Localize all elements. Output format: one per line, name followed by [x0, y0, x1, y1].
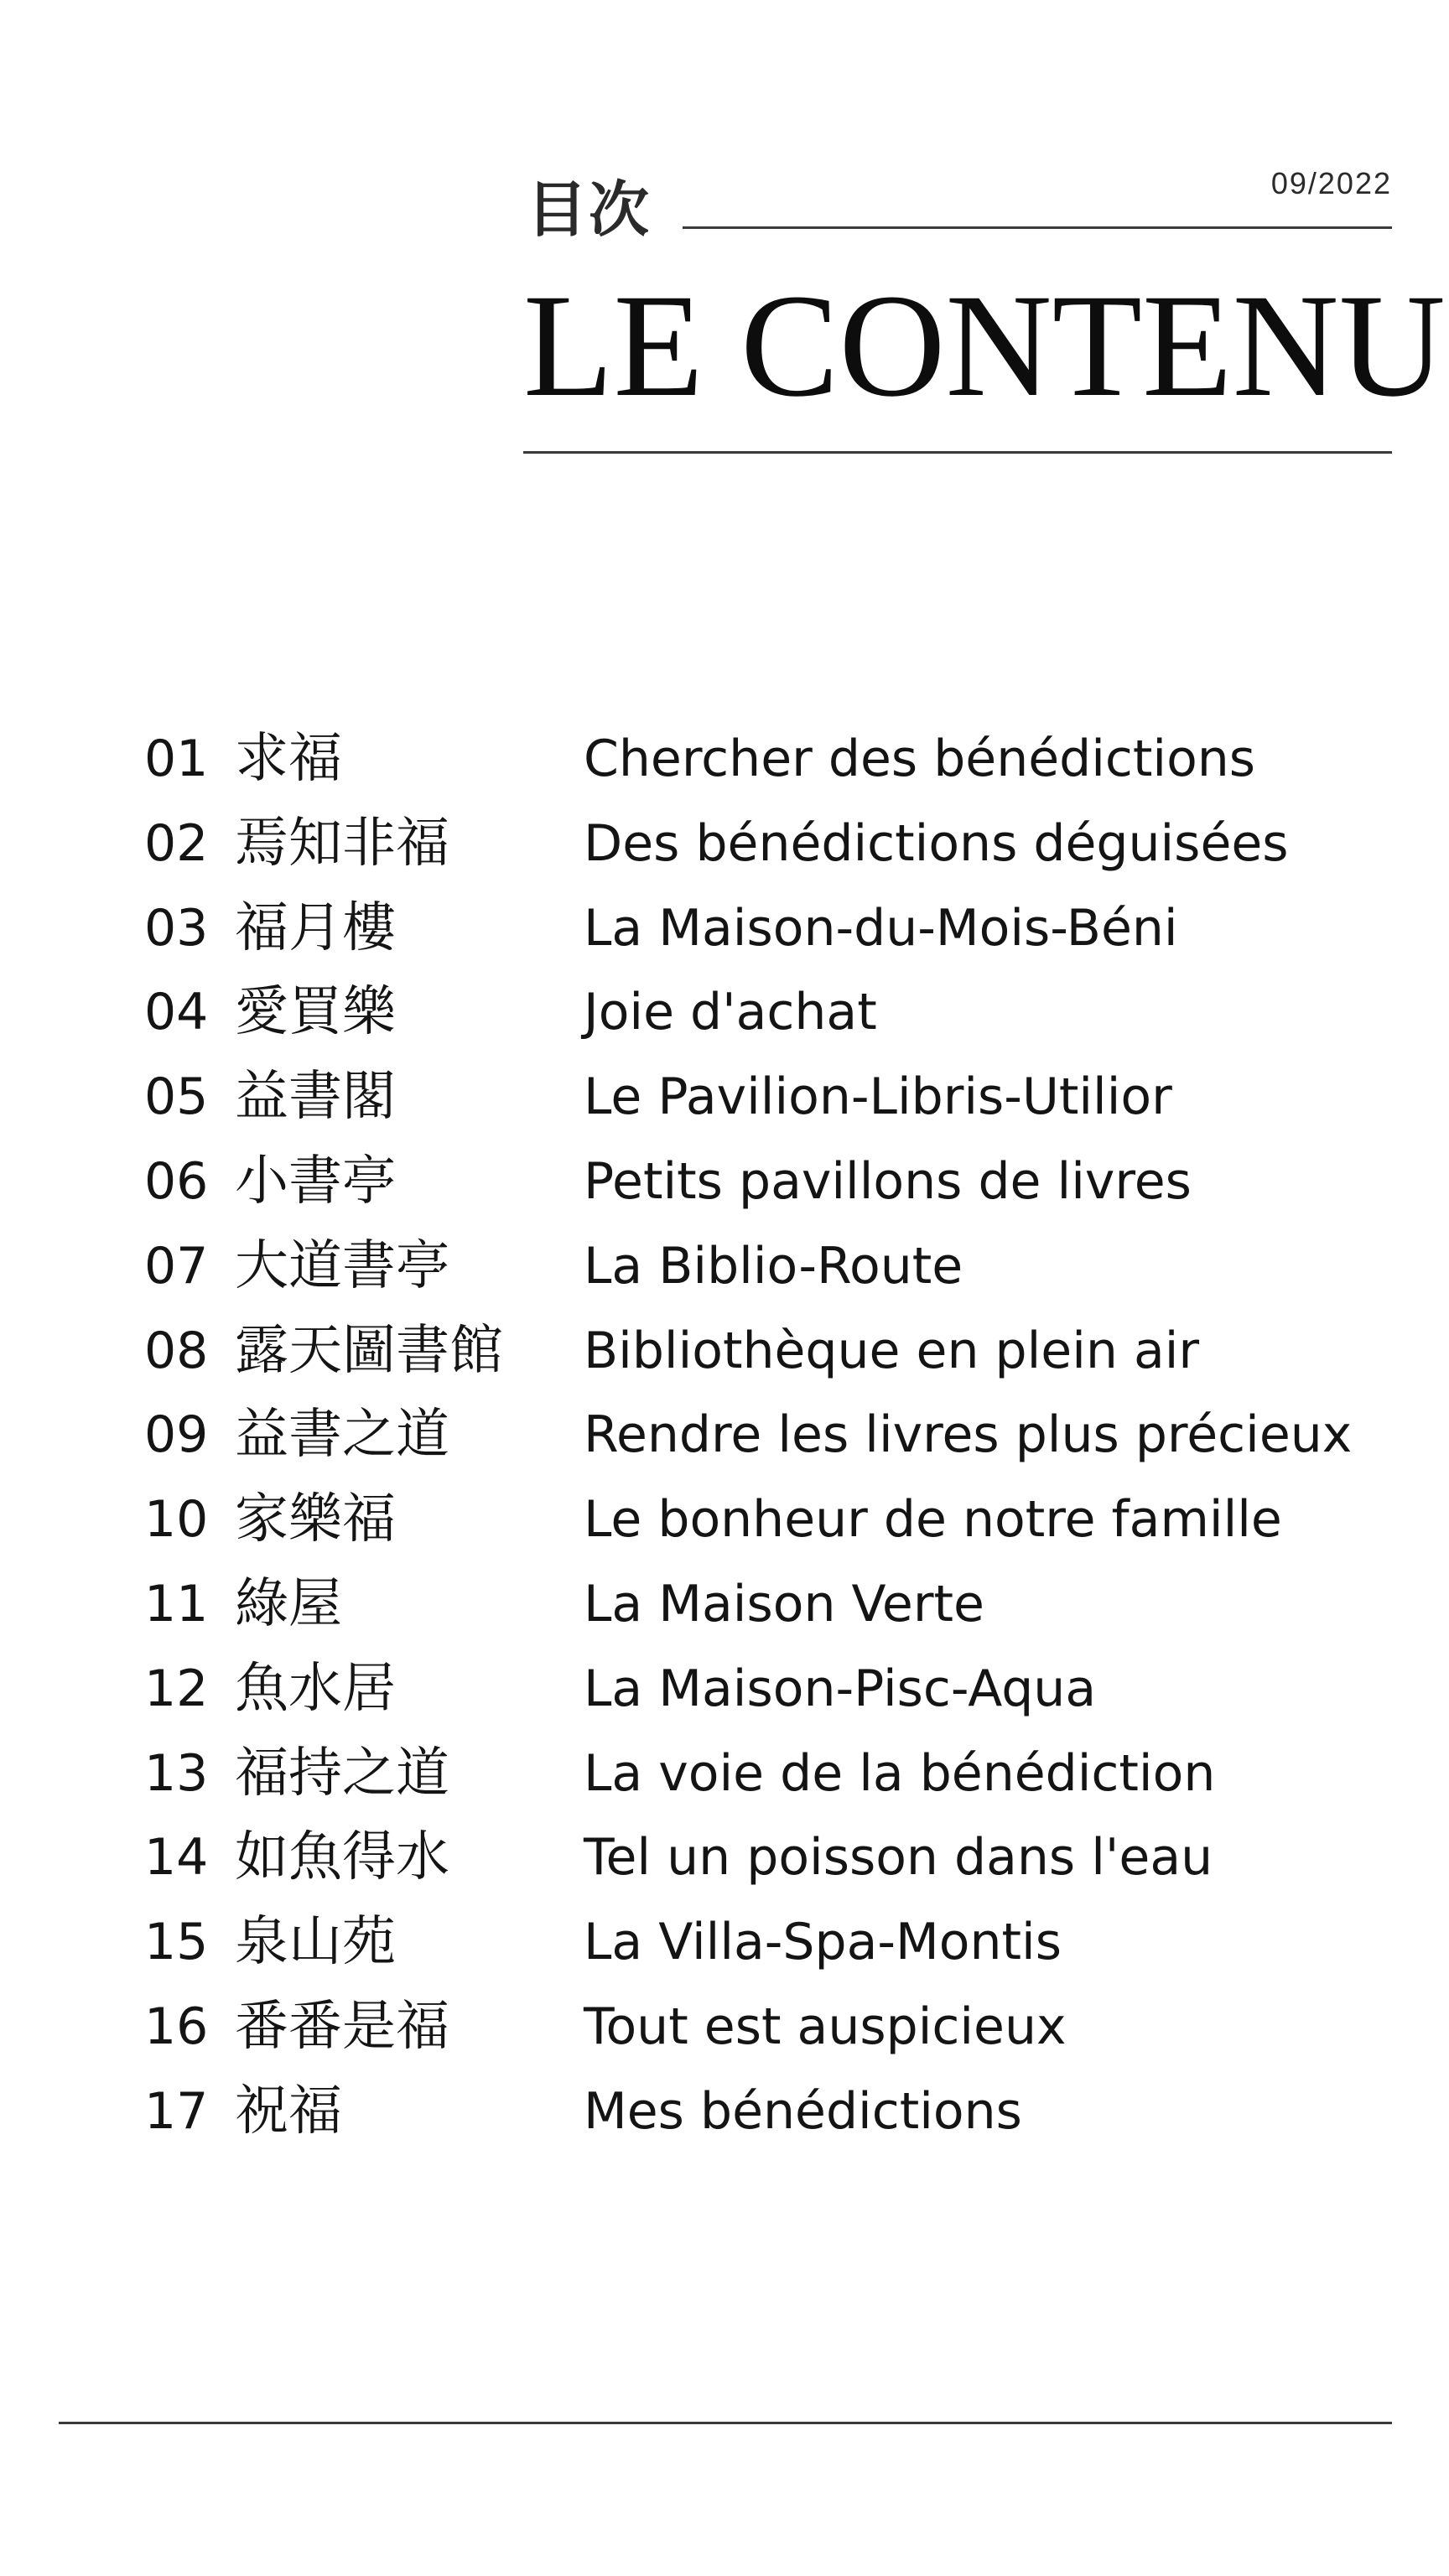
toc-entry-chinese-title: 番番是福	[235, 1995, 449, 2058]
toc-entry[interactable]	[144, 1815, 1402, 1900]
toc-entry-french-title: La Maison-Pisc-Aqua	[584, 1659, 1097, 1718]
toc-entry-number: 13	[144, 1743, 209, 1803]
toc-entry-chinese-title: 泉山苑	[235, 1911, 396, 1974]
toc-entry-chinese-title: 如魚得水	[235, 1826, 449, 1889]
toc-entry[interactable]	[144, 1224, 1402, 1309]
toc-entry-french-title: La Villa-Spa-Montis	[584, 1913, 1062, 1972]
toc-entry-french-title: La Maison Verte	[584, 1574, 984, 1633]
toc-entry-number: 14	[144, 1828, 209, 1888]
toc-entry[interactable]	[144, 1309, 1402, 1394]
header-divider-top	[683, 226, 1392, 229]
toc-entry-number: 10	[144, 1490, 209, 1550]
toc-entry[interactable]	[144, 1732, 1402, 1816]
toc-entry-french-title: Rendre les livres plus précieux	[584, 1405, 1353, 1465]
toc-entry-number: 01	[144, 730, 209, 788]
toc-entry-french-title: La Biblio-Route	[584, 1236, 963, 1296]
toc-entry-chinese-title: 愛買樂	[235, 981, 396, 1044]
toc-entry[interactable]	[144, 802, 1402, 886]
toc-entry-french-title: La Maison-du-Mois-Béni	[584, 898, 1178, 958]
toc-entry-number: 05	[144, 1067, 209, 1127]
toc-entry-french-title: Le bonheur de notre famille	[584, 1490, 1282, 1550]
page-title: LE CONTENU	[523, 264, 1446, 428]
toc-entry[interactable]	[144, 1393, 1402, 1478]
toc-entry[interactable]	[144, 1055, 1402, 1140]
table-of-contents	[144, 717, 1402, 2154]
toc-entry-chinese-title: 魚水居	[235, 1657, 396, 1720]
toc-entry-french-title: Tout est auspicieux	[584, 1997, 1067, 2056]
toc-entry-chinese-title: 祝福	[235, 2080, 342, 2142]
toc-entry-french-title: Chercher des bénédictions	[584, 730, 1256, 788]
cn-section-title: 目次	[527, 174, 652, 245]
toc-entry-chinese-title: 大道書亭	[235, 1234, 449, 1297]
toc-entry-number: 02	[144, 813, 209, 873]
header-top	[523, 159, 1392, 252]
toc-entry-french-title: La voie de la bénédiction	[584, 1743, 1216, 1803]
toc-entry-chinese-title: 益書閣	[235, 1066, 396, 1129]
toc-entry-french-title: Tel un poisson dans l'eau	[584, 1828, 1213, 1888]
toc-entry-number: 11	[144, 1574, 209, 1633]
toc-entry-chinese-title: 綠屋	[235, 1572, 342, 1635]
toc-entry-chinese-title: 小書亭	[235, 1150, 396, 1213]
toc-entry-french-title: Mes bénédictions	[584, 2081, 1022, 2141]
toc-entry-french-title: Bibliothèque en plein air	[584, 1321, 1200, 1380]
issue-date: 09/2022	[1270, 166, 1392, 200]
toc-entry[interactable]	[144, 1140, 1402, 1224]
toc-entry-number: 08	[144, 1321, 209, 1380]
toc-entry[interactable]	[144, 1562, 1402, 1647]
toc-entry[interactable]	[144, 1647, 1402, 1732]
toc-entry-chinese-title: 家樂福	[235, 1488, 396, 1551]
toc-entry-chinese-title: 福月樓	[235, 896, 396, 959]
toc-entry[interactable]	[144, 2070, 1402, 2154]
toc-entry-chinese-title: 焉知非福	[235, 812, 449, 875]
toc-entry[interactable]	[144, 886, 1402, 971]
toc-entry-number: 12	[144, 1659, 209, 1718]
toc-entry-number: 15	[144, 1913, 209, 1972]
toc-entry-number: 17	[144, 2081, 209, 2141]
toc-entry-number: 07	[144, 1236, 209, 1296]
toc-entry-french-title: Des bénédictions déguisées	[584, 813, 1289, 873]
toc-entry-number: 16	[144, 1997, 209, 2056]
toc-entry-french-title: Le Pavilion-Libris-Utilior	[584, 1067, 1172, 1127]
toc-entry-chinese-title: 益書之道	[235, 1404, 449, 1467]
toc-entry-number: 09	[144, 1405, 209, 1465]
footer-divider	[59, 2422, 1392, 2424]
toc-entry[interactable]	[144, 970, 1402, 1055]
toc-entry[interactable]	[144, 1900, 1402, 1985]
toc-entry-chinese-title: 露天圖書館	[235, 1319, 503, 1382]
toc-entry-number: 03	[144, 898, 209, 958]
toc-entry[interactable]	[144, 1478, 1402, 1562]
toc-entry[interactable]	[144, 717, 1402, 802]
toc-entry-french-title: Petits pavillons de livres	[584, 1151, 1192, 1211]
toc-entry-chinese-title: 福持之道	[235, 1742, 449, 1805]
toc-entry-number: 06	[144, 1151, 209, 1211]
toc-entry-number: 04	[144, 983, 209, 1042]
toc-entry-french-title: Joie d'achat	[584, 983, 877, 1042]
toc-entry[interactable]	[144, 1985, 1402, 2070]
header-divider-bottom	[523, 451, 1392, 454]
toc-entry-chinese-title: 求福	[235, 728, 342, 790]
page-header	[523, 159, 1446, 461]
